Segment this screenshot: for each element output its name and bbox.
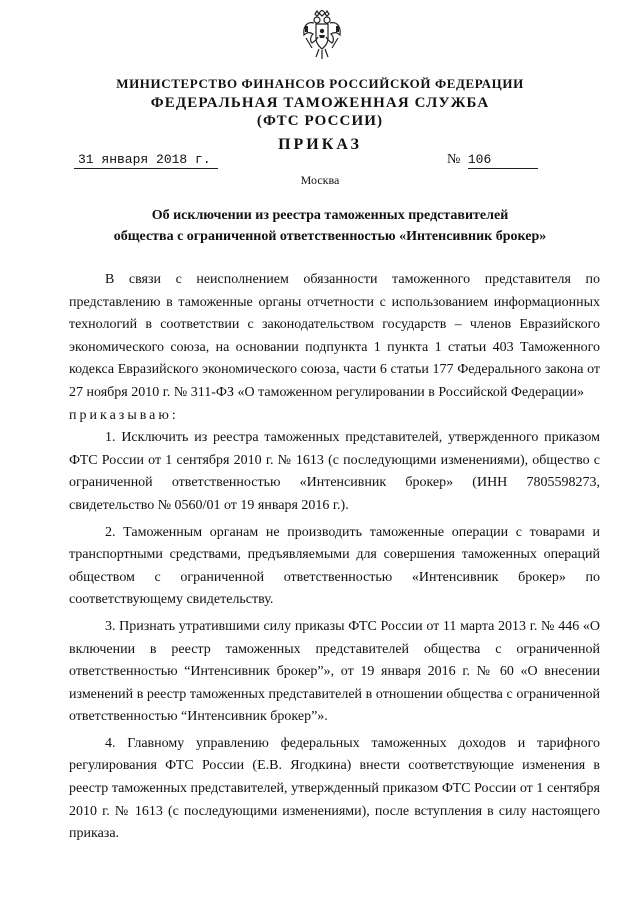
order-item-1: 1. Исключить из реестра таможенных представителей, утвержденного приказом ФТС России от 1 сентября 2010 г. № 1613 (с последующими изменениями), общество с ограниченной ответственностью «Интенсивник брокер» (ИНН 7805598273, свидетельство № 0560/01 от 19 января 2016 г.). xyxy=(69,430,600,513)
coat-of-arms-emblem-icon xyxy=(302,10,342,62)
service-abbreviation: (ФТС РОССИИ) xyxy=(256,113,384,129)
service-name: ФЕДЕРАЛЬНАЯ ТАМОЖЕННАЯ СЛУЖБА xyxy=(150,95,490,111)
order-number-label: № xyxy=(447,152,461,167)
decree-word: приказываю: xyxy=(69,407,179,423)
order-item-2: 2. Таможенным органам не производить таможенные операции с товарами и транспортными средствами, предъявляемыми для совершения таможенных операций обществом с ограниченной ответственностью «Интенсивник брокер» по соответствующему свидетельству. xyxy=(69,524,600,608)
city: Москва xyxy=(300,173,340,187)
order-number: 106 xyxy=(468,152,538,169)
document-title-line-2: общества с ограниченной ответственностью «Интенсивник брокер» xyxy=(113,229,547,244)
document-title-line-1: Об исключении из реестра таможенных представителей xyxy=(151,208,509,223)
order-date: 31 января 2018 г. xyxy=(74,152,218,169)
document-title xyxy=(60,205,600,247)
document-body xyxy=(69,269,600,846)
order-item-4: 4. Главному управлению федеральных таможенных доходов и тарифного регулирования ФТС России (Е.В. Ягодкина) внести соответствующие изменения в реестр таможенных представителей, утвержденный приказом ФТС России от 1 сентября 2010 г. № 1613 (с последующими изменениями), после вступления в силу настоящего приказа. xyxy=(69,735,600,842)
preamble-text: В связи с неисполнением обязанности таможенного представителя по представлению в таможенные органы отчетности с использованием информационных технологий в соответствии с законодательством государств – членов Евразийского экономического союза, на основании подпункта 1 пункта 1 статьи 403 Таможенного кодекса Евразийского экономического союза, части 6 статьи 177 Федерального закона от 27 ноября 2010 г. № 311-ФЗ «О таможенном регулировании в Российской Федерации» xyxy=(69,272,600,400)
ministry-name: МИНИСТЕРСТВО ФИНАНСОВ РОССИЙСКОЙ ФЕДЕРАЦИИ xyxy=(116,76,524,91)
decree-line xyxy=(69,405,600,428)
document-type: ПРИКАЗ xyxy=(278,136,362,153)
order-item-3: 3. Признать утратившими силу приказы ФТС России от 11 марта 2013 г. № 446 «О включении в реестр таможенных представителей общества с ограниченной ответственностью “Интенсивник брокер”», от 19 января 2016 г. № 60 «О внесении изменений в реестр таможенных представителей в отношении общества с ограниченной ответственностью “Интенсивник брокер”». xyxy=(69,618,600,725)
order-number-field xyxy=(447,152,538,169)
preamble-paragraph xyxy=(69,269,600,405)
